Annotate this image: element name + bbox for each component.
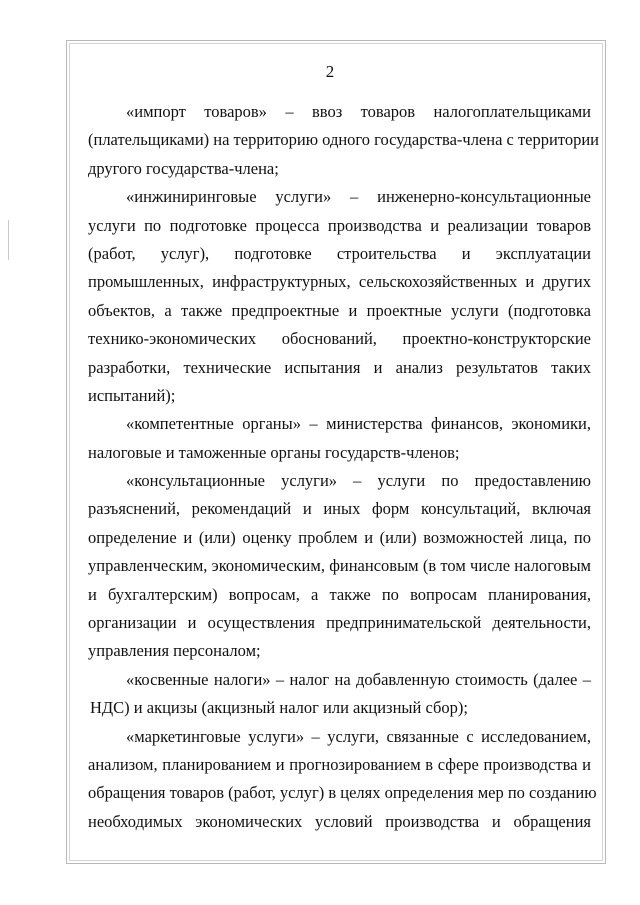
text-line: обращения товаров (работ, услуг) в целях определения мер по созданию bbox=[88, 783, 597, 803]
scan-mark bbox=[8, 220, 9, 260]
text-line: «консультационные услуги» – услуги по предоставлению bbox=[126, 471, 591, 491]
paragraph-consulting-services bbox=[88, 467, 591, 666]
text-line: (плательщиками) на территорию одного государства-члена с территории bbox=[88, 130, 599, 150]
text-line: технико-экономических обоснований, проектно-конструкторские bbox=[88, 329, 591, 349]
paragraph-competent-authorities bbox=[88, 410, 591, 467]
paragraph-import-goods bbox=[88, 98, 599, 183]
text-line: необходимых экономических условий производства и обращения bbox=[88, 811, 591, 831]
text-line: услуги по подготовке процесса производства и реализации товаров bbox=[88, 215, 591, 235]
text-line: объектов, а также предпроектные и проектные услуги (подготовка bbox=[88, 300, 591, 320]
text-line: другого государства-члена; bbox=[88, 158, 279, 178]
text-line: (работ, услуг), подготовке строительства и эксплуатации bbox=[88, 243, 591, 263]
paragraph-indirect-taxes bbox=[88, 666, 591, 723]
text-line: «косвенные налоги» – налог на добавленную стоимость (далее – bbox=[126, 669, 591, 689]
text-line: «маркетинговые услуги» – услуги, связанные с исследованием, bbox=[126, 726, 591, 746]
text-line: управления персоналом; bbox=[88, 641, 261, 661]
text-line: и бухгалтерским) вопросам, а также по вопросам планирования, bbox=[88, 584, 591, 604]
text-line: «инжиниринговые услуги» – инженерно-консультационные bbox=[126, 187, 591, 207]
text-line: испытаний); bbox=[88, 385, 176, 405]
paragraph-engineering-services bbox=[88, 183, 591, 410]
text-line: организации и осуществления предпринимательской деятельности, bbox=[88, 613, 591, 633]
text-line: определение и (или) оценку проблем и (или) возможностей лица, по bbox=[88, 527, 591, 547]
text-line: «компетентные органы» – министерства финансов, экономики, bbox=[126, 414, 591, 434]
text-line: НДС) и акцизы (акцизный налог или акцизный сбор); bbox=[90, 698, 468, 718]
text-line: разработки, технические испытания и анализ результатов таких bbox=[88, 357, 591, 377]
text-line: разъяснений, рекомендаций и иных форм консультаций, включая bbox=[88, 499, 591, 519]
text-line: промышленных, инфраструктурных, сельскохозяйственных и других bbox=[88, 272, 591, 292]
document-body bbox=[88, 98, 599, 836]
paragraph-marketing-services bbox=[88, 723, 597, 837]
text-line: «импорт товаров» – ввоз товаров налогоплательщиками bbox=[126, 102, 591, 121]
text-line: анализом, планированием и прогнозированием в сфере производства и bbox=[88, 754, 591, 774]
page-number: 2 bbox=[325, 62, 335, 81]
text-line: управленческим, экономическим, финансовым (в том числе налоговым bbox=[88, 556, 591, 576]
text-line: налоговые и таможенные органы государств-членов; bbox=[88, 442, 460, 462]
